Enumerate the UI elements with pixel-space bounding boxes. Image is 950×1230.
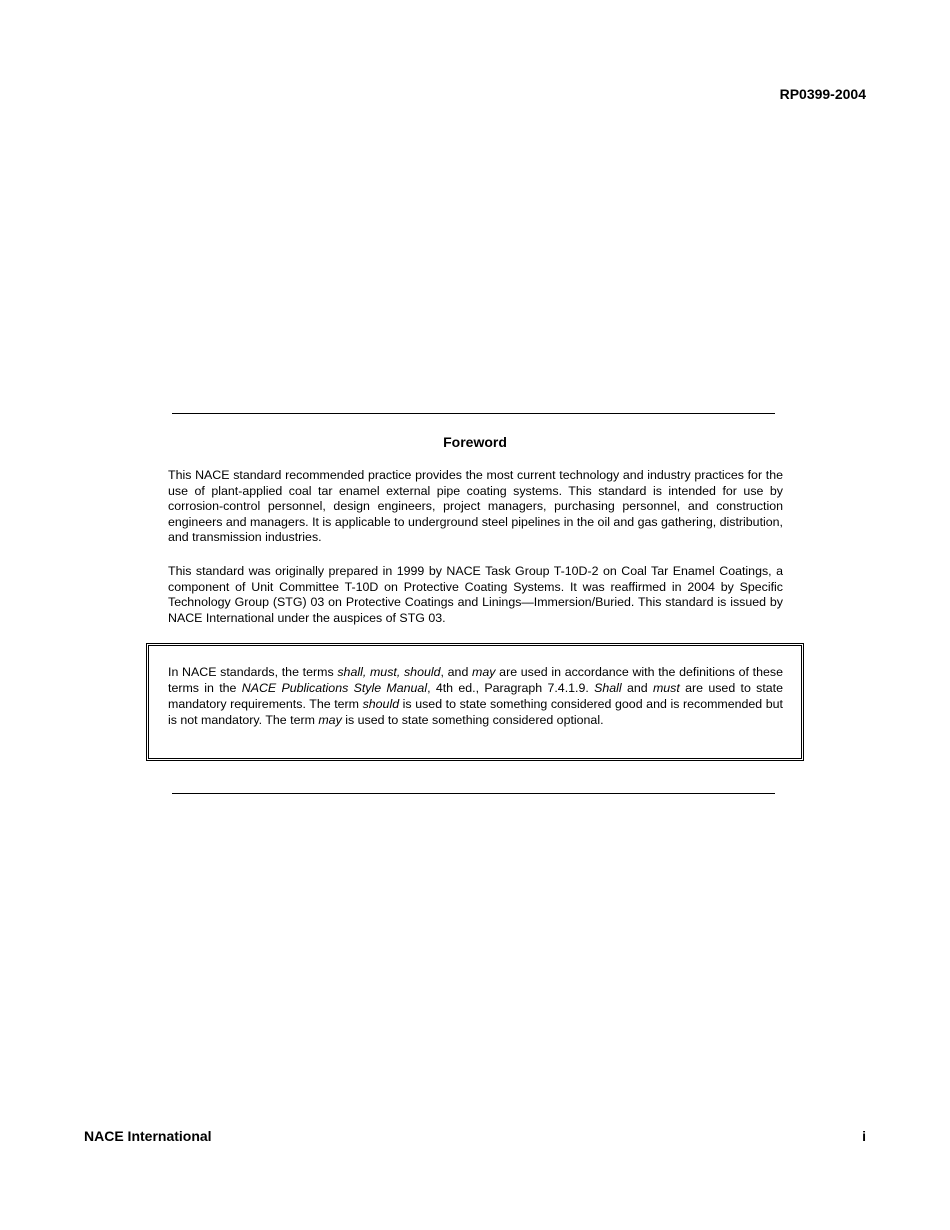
notice-segment: and (621, 680, 653, 695)
foreword-paragraph-2: This standard was originally prepared in 1999 by NACE Task Group T-10D-2 on Coal Tar Enamel Coatings, a component of Unit Committee T-10D on Protective Coating Systems. It was reaffirmed in 2004 by Specific Technology Group (STG) 03 on Protective Coatings and Linings—Immersion/Buried. This standard is issued by NACE International under the auspices of STG 03. (168, 564, 783, 625)
notice-term-may: may (318, 712, 342, 727)
notice-segment: , 4th ed., Paragraph 7.4.1.9. (427, 680, 595, 695)
notice-segment: is used to state something considered good and is recommended but is not mandatory. The term (168, 696, 783, 727)
document-number: RP0399-2004 (779, 86, 866, 102)
top-divider (172, 413, 775, 414)
notice-style-manual-title: NACE Publications Style Manual (241, 680, 428, 695)
notice-term-should: should (362, 696, 400, 711)
footer-page-number: i (862, 1128, 866, 1144)
notice-segment: In NACE standards, the terms (168, 665, 338, 679)
terminology-notice-text (168, 665, 783, 729)
notice-term-shall-must-should: shall, must, should (337, 665, 441, 679)
notice-segment: are used in accordance with the definitions of these terms in the (168, 665, 783, 695)
notice-segment: is used to state something considered optional. (341, 712, 604, 727)
foreword-title: Foreword (443, 434, 507, 450)
foreword-paragraph-1: This NACE standard recommended practice provides the most current technology and industry practices for the use of plant-applied coal tar enamel external pipe coating systems. This standard is intended for use by corrosion-control personnel, design engineers, project managers, purchasing personnel, and construction engineers and managers. It is applicable to underground steel pipelines in the oil and gas gathering, distribution, and transmission industries. (168, 468, 783, 545)
notice-term-may: may (472, 665, 496, 679)
notice-term-shall: Shall (594, 680, 622, 695)
notice-term-must: must (652, 680, 680, 695)
bottom-divider (172, 793, 775, 794)
footer-organization: NACE International (84, 1128, 212, 1144)
notice-segment: , and (440, 665, 473, 679)
notice-segment: are used to state mandatory requirements. The term (168, 680, 784, 711)
terminology-notice-box (146, 643, 804, 761)
